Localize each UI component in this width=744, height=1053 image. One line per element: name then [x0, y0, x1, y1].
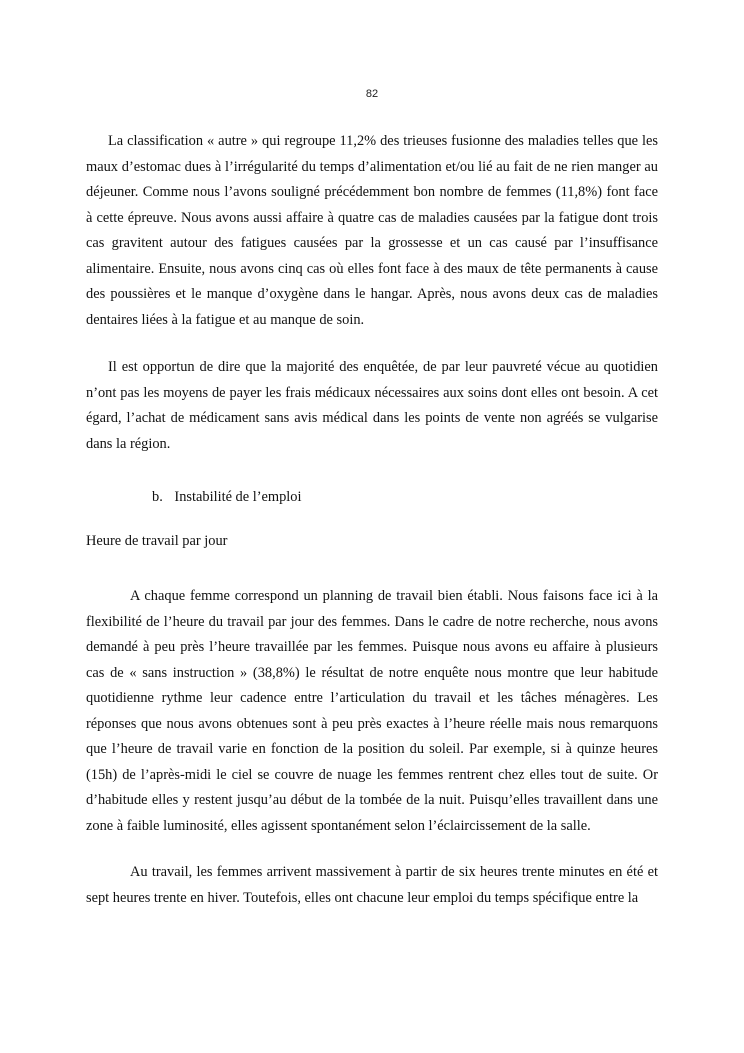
- subheading-text: Instabilité de l’emploi: [174, 489, 302, 505]
- paragraph-work-schedule: A chaque femme correspond un planning de travail bien établi. Nous faisons face ici à la flexibilité de l’heure du travail par jour des femmes. Dans le cadre de notre recherche, nous avons demandé à peu près l’heure travaillée par les femmes. Puisque nous avons eu affaire à plusieurs cas de « sans instruction » (38,8%) le résultat de notre enquête nous montre que leur habitude quotidienne rythme leur cadence entre l’articulation du travail et les tâches ménagères. Les réponses que nous avons obtenues sont à peu près exactes à l’heure réelle mais nous remarquons que l’heure de travail varie en fonction de la position du soleil. Par exemple, si à quinze heures (15h) de l’après-midi le ciel se couvre de nuage les femmes rentrent chez elles tout de suite. Or d’habitude elles y restent jusqu’au début de la tombée de la nuit. Puisqu’elles travaillent dans une zone à faible luminosité, elles agissent spontanément selon l’éclaircissement de la salle.: [86, 588, 658, 834]
- page-number: 82: [365, 88, 379, 100]
- paragraph-arrival-times: Au travail, les femmes arrivent massivement à partir de six heures trente minutes en été et sept heures trente en hiver. Toutefois, elles ont chacune leur emploi du temps spécifique entre la: [86, 864, 658, 906]
- paragraph-other-illnesses: La classification « autre » qui regroupe 11,2% des trieuses fusionne des maladies telles que les maux d’estomac dues à l’irrégularité du temps d’alimentation et/ou lié au fait de ne rien manger au déjeuner. Comme nous l’avons souligné précédemment bon nombre de femmes (11,8%) font face à cette épreuve. Nous avons aussi affaire à quatre cas de maladies causées par la fatigue dont trois cas gravitent autour des fatigues causées par la grossesse et un cas causé par l’insuffisance alimentaire. Ensuite, nous avons cinq cas où elles font face à des maux de tête permanents à cause des poussières et le manque d’oxygène dans le hangar. Après, nous avons deux cas de maladies dentaires liées à la fatigue et au manque de soin.: [86, 133, 658, 328]
- subheading-job-instability: [152, 487, 302, 507]
- paragraph-medical-costs: Il est opportun de dire que la majorité des enquêtée, de par leur pauvreté vécue au quotidien n’ont pas les moyens de payer les frais médicaux nécessaires aux soins dont elles ont besoin. A cet égard, l’achat de médicament sans avis médical dans les points de vente non agréés se vulgarise dans la région.: [86, 359, 658, 452]
- section-label-work-hours: Heure de travail par jour: [86, 533, 228, 549]
- subheading-marker: b.: [152, 489, 163, 505]
